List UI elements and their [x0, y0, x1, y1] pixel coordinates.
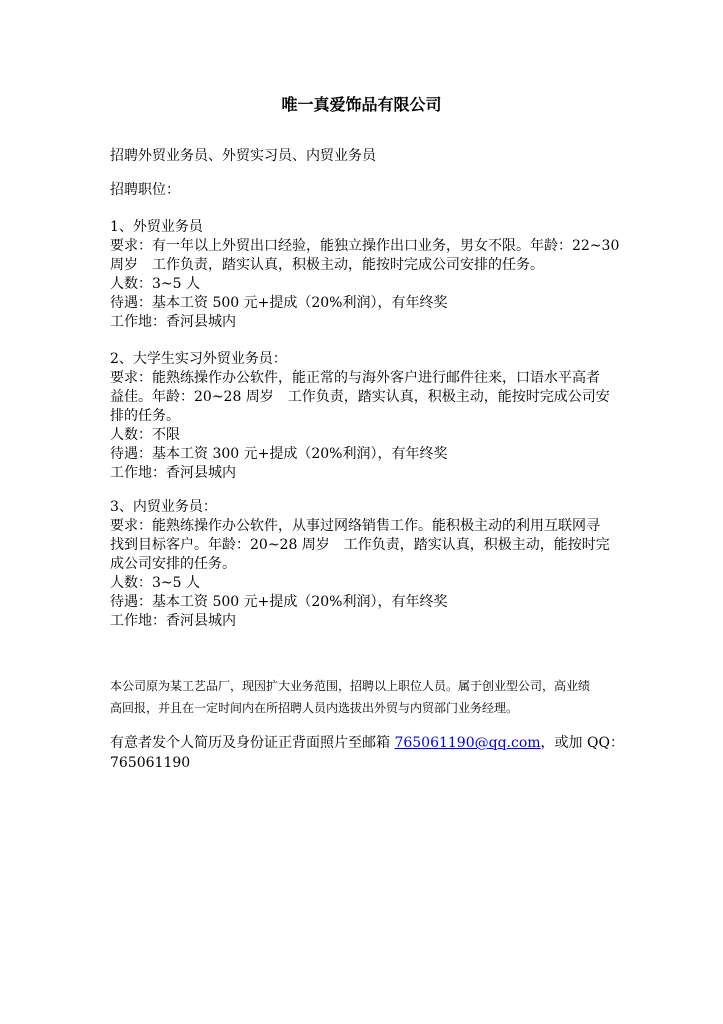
position-line: 工作地：香河县城内	[110, 613, 236, 629]
position-line: 益佳。年龄：20~28 周岁 工作负责，踏实认真，积极主动，能按时完成公司安	[110, 389, 610, 405]
position-1	[110, 218, 622, 332]
position-line: 人数：3~5 人	[110, 575, 200, 591]
position-line: 要求：能熟练操作办公软件，从事过网络销售工作。能积极主动的利用互联网寻	[110, 518, 600, 534]
position-2	[110, 350, 622, 483]
contact-qq: 765061190	[110, 755, 191, 771]
position-title: 3、内贸业务员：	[110, 499, 217, 515]
position-line: 找到目标客户。年龄：20~28 周岁 工作负责，踏实认真，积极主动，能按时完	[110, 537, 610, 553]
contact-prefix: 有意者发个人简历及身份证正背面照片至邮箱	[110, 735, 395, 751]
contact-email-link[interactable]: 765061190@qq.com	[394, 735, 541, 751]
company-about	[110, 675, 622, 719]
contact-line	[110, 733, 622, 753]
company-title: 唯一真爱饰品有限公司	[281, 95, 442, 114]
position-line: 周岁 工作负责，踏实认真，积极主动，能按时完成公司安排的任务。	[110, 257, 544, 273]
positions-heading-text: 招聘职位：	[110, 182, 180, 198]
position-line: 待遇：基本工资 500 元+提成（20%利润），有年终奖	[110, 594, 448, 610]
position-line: 要求：有一年以上外贸出口经验，能独立操作出口业务，男女不限。年龄：22~30	[110, 238, 620, 254]
position-title: 1、外贸业务员	[110, 219, 203, 235]
headline	[110, 147, 622, 166]
headline-text: 招聘外贸业务员、外贸实习员、内贸业务员	[110, 148, 376, 164]
about-line: 高回报，并且在一定时间内在所招聘人员内选拔出外贸与内贸部门业务经理。	[110, 701, 519, 715]
position-title: 2、大学生实习外贸业务员：	[110, 351, 287, 367]
position-line: 成公司安排的任务。	[110, 556, 236, 572]
position-line: 要求：能熟练操作办公软件，能正常的与海外客户进行邮件往来，口语水平高者	[110, 370, 600, 386]
position-line: 人数：不限	[110, 427, 180, 443]
position-line: 待遇：基本工资 300 元+提成（20%利润），有年终奖	[110, 446, 448, 462]
position-line: 排的任务。	[110, 408, 180, 424]
position-3	[110, 498, 622, 631]
position-line: 工作地：香河县城内	[110, 314, 236, 330]
position-line: 人数：3~5 人	[110, 276, 200, 292]
contact-info	[110, 733, 622, 773]
position-line: 工作地：香河县城内	[110, 465, 236, 481]
about-line: 本公司原为某工艺品厂，现因扩大业务范围，招聘以上职位人员。属于创业型公司，高业绩	[110, 679, 591, 693]
contact-middle: ，或加 QQ：	[540, 735, 624, 751]
position-line: 待遇：基本工资 500 元+提成（20%利润），有年终奖	[110, 295, 448, 311]
positions-heading	[110, 181, 622, 200]
